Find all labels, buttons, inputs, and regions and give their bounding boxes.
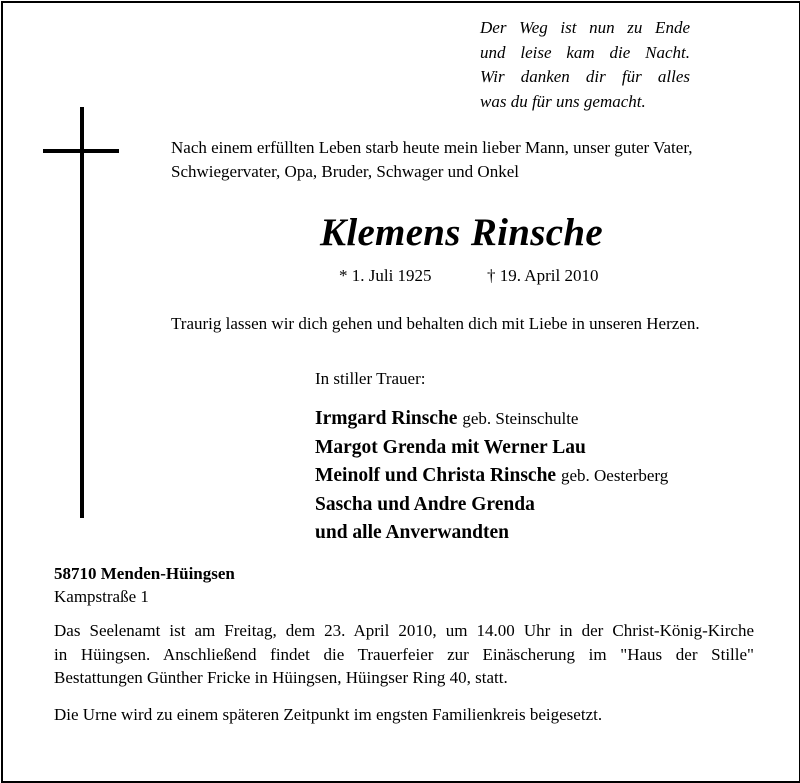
- poem-line: und leise kam die Nacht.: [480, 42, 690, 62]
- poem-line: Der Weg ist nun zu Ende: [480, 18, 690, 37]
- mourner-note: geb. Oesterberg: [560, 466, 669, 485]
- urn-note: Die Urne wird zu einem späteren Zeitpunkt im engsten Familienkreis beigesetzt.: [54, 705, 603, 724]
- mourner-name: Meinolf und Christa Rinsche: [315, 465, 557, 486]
- service-info: [54, 619, 754, 690]
- intro-line: Schwiegervater, Opa, Bruder, Schwager und Onkel: [171, 162, 519, 181]
- mourning-heading: In stiller Trauer:: [315, 369, 426, 388]
- mourner-entry: [315, 405, 668, 434]
- intro-line: Nach einem erfüllten Leben starb heute mein lieber Mann, unser guter Vater,: [171, 138, 693, 157]
- poem-line: Wir danken dir für alles: [480, 67, 690, 86]
- poem-line: was du für uns gemacht.: [480, 91, 646, 111]
- service-line: Das Seelenamt ist am Freitag, dem 23. April 2010, um 14.00 Uhr in der Christ-König-Kirche: [54, 621, 754, 640]
- intro-text: [171, 136, 693, 184]
- service-line: Bestattungen Günther Fricke in Hüingsen, Hüingser Ring 40, statt.: [54, 668, 508, 687]
- mourner-name: Sascha und Andre Grenda: [315, 493, 535, 515]
- mourner-name: Margot Grenda mit Werner Lau: [315, 436, 586, 458]
- birth-date: * 1. Juli 1925: [339, 266, 432, 285]
- death-date: † 19. April 2010: [487, 266, 599, 285]
- mourner-entry: [315, 434, 668, 463]
- mourner-entry: [315, 519, 668, 548]
- service-line: in Hüingsen. Anschließend findet die Trauerfeier zur Einäscherung im "Haus der Stille": [54, 644, 754, 664]
- mourner-list: [315, 405, 668, 548]
- farewell-text: Traurig lassen wir dich gehen und behalten dich mit Liebe in unseren Herzen.: [171, 314, 700, 333]
- deceased-name: Klemens Rinsche: [320, 211, 603, 254]
- address-street: Kampstraße 1: [54, 587, 149, 606]
- poem: [480, 16, 690, 114]
- mourner-name: Irmgard Rinsche: [315, 408, 458, 429]
- address-city: 58710 Menden-Hüingsen: [54, 564, 235, 583]
- mourner-entry: [315, 462, 668, 491]
- mourner-name: und alle Anverwandten: [315, 522, 509, 543]
- mourner-note: geb. Steinschulte: [462, 409, 579, 428]
- mourner-entry: [315, 491, 668, 520]
